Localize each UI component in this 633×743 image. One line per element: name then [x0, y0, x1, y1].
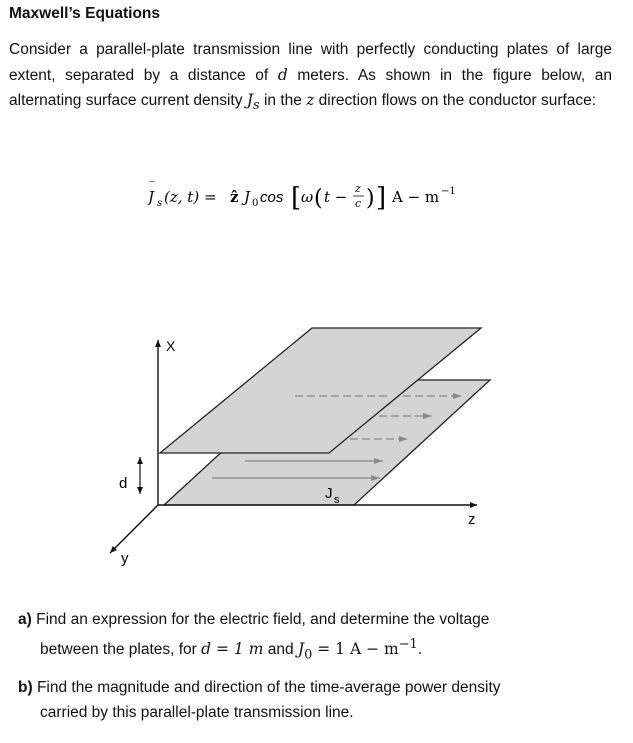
question-a-label: a): [18, 611, 32, 628]
intro-text-1: Consider a parallel-plate transmission line with perfectly conducting plates of large extent, separated by a distance of: [9, 41, 612, 84]
eq-frac-num: z: [355, 182, 361, 195]
eq-units: A − m: [392, 188, 440, 206]
intro-text-2: meters. As shown in the figure below, an alternating surface current density: [9, 66, 612, 109]
label-y: y: [121, 550, 129, 567]
var-d: d: [277, 65, 288, 84]
eq-paren-open: (: [314, 186, 323, 211]
surface-current-equation: [148, 176, 478, 216]
label-x: X: [166, 338, 176, 354]
eq-lhs-sub: s: [157, 198, 163, 209]
question-b: [18, 676, 540, 725]
eq-j0: J: [244, 188, 251, 206]
eq-t: t −: [324, 188, 348, 206]
page-title: Maxwell’s Equations: [9, 5, 161, 22]
var-z: z: [306, 91, 315, 109]
problem-intro: [9, 38, 612, 119]
intro-text-4: direction flows on the conductor surface:: [318, 92, 597, 109]
eq-frac-den: c: [355, 197, 362, 210]
question-b-label: b): [18, 679, 33, 696]
transmission-line-figure: [100, 320, 500, 570]
label-d: d: [119, 475, 128, 492]
eq-lhs-bar: ‾: [149, 179, 155, 193]
eq-bracket-close: ]: [376, 183, 387, 213]
question-a-cond-j-sub: 0: [304, 646, 313, 662]
eq-j0-sub: 0: [252, 198, 259, 209]
question-a-cond-j-exp: −1: [398, 636, 418, 652]
label-js-sub: s: [334, 494, 340, 506]
eq-units-exp: −1: [441, 186, 456, 197]
y-axis: [110, 505, 158, 553]
eq-paren-close: ): [366, 186, 375, 211]
question-a: [18, 608, 540, 667]
eq-zhat: ẑ: [230, 188, 239, 206]
label-js: J: [325, 485, 333, 502]
question-a-period: .: [417, 640, 423, 658]
var-js-sub: s: [253, 98, 260, 114]
question-a-and: and: [267, 640, 294, 658]
intro-text-3: in the: [263, 92, 302, 109]
question-a-cond-j: J: [297, 639, 305, 658]
question-a-cond-d: d = 1 m: [201, 639, 264, 658]
eq-cos: cos: [260, 189, 284, 206]
eq-lhs: J: [148, 188, 155, 206]
question-a-text: Find an expression for the electric field, and determine the voltage between the plates, for: [36, 611, 490, 658]
var-js: J: [246, 91, 254, 109]
label-z: z: [468, 511, 476, 528]
eq-bracket-open: [: [291, 183, 302, 213]
question-a-cond-j-val: = 1 A − m: [312, 639, 399, 658]
eq-omega: ω: [301, 188, 314, 206]
eq-args: (z, t) =: [164, 188, 217, 206]
question-b-text: Find the magnitude and direction of the time-average power density carried by this parallel-plate transmission line.: [36, 679, 501, 721]
